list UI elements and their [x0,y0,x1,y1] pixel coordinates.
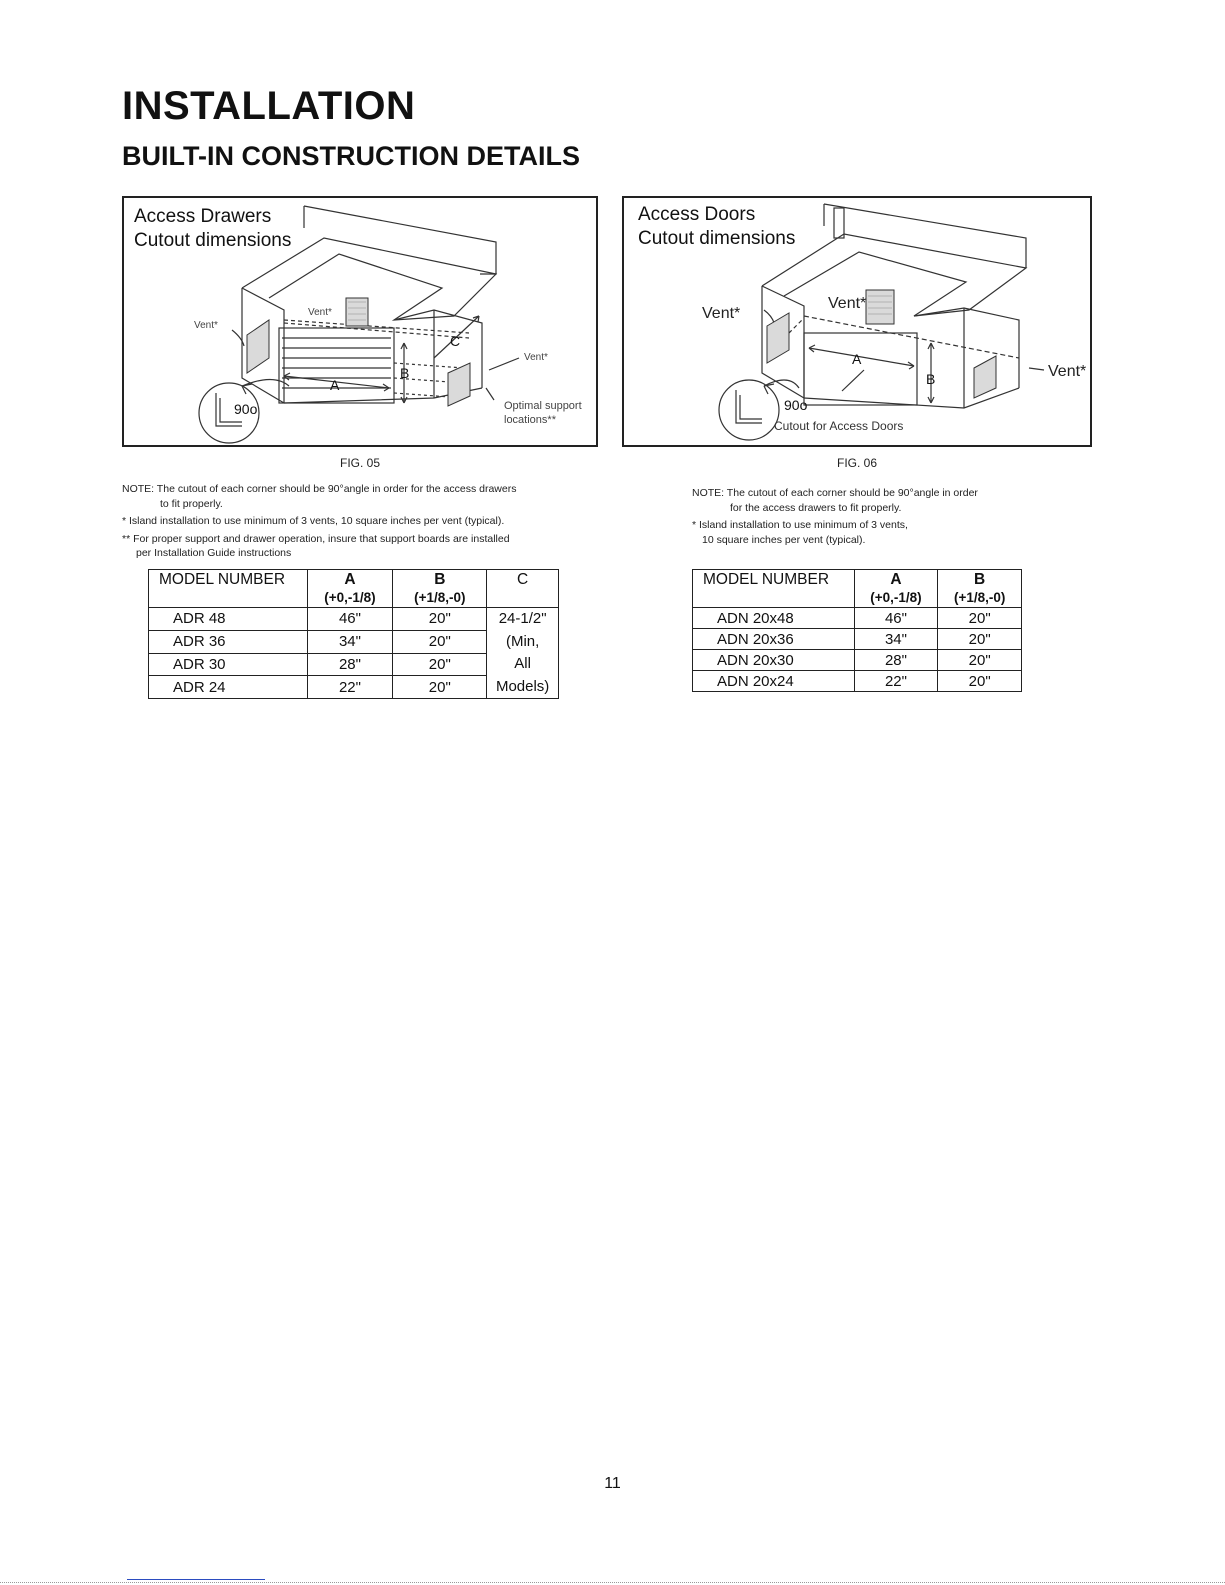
fig06-cutout-label: Cutout for Access Doors [774,419,904,433]
table-row [693,608,1022,629]
fig05-note3-line2: per Installation Guide instructions [136,547,292,559]
c-line1: 24-1/2" [498,610,547,627]
header-model-number: MODEL NUMBER [149,570,308,608]
footer-link-underline [127,1579,265,1580]
fig06-label-line1: Access Doors [638,204,756,225]
fig05-support-label-line2: locations** [504,414,556,426]
access-drawers-diagram [124,198,596,445]
page-subtitle: BUILT-IN CONSTRUCTION DETAILS [122,141,580,171]
fig05-notes [122,482,612,561]
fig06-note1-line1: NOTE: The cutout of each corner should be 90°angle in order [692,487,978,499]
b-cell: 20" [393,630,487,653]
fig05-dimension-b: B [400,365,410,381]
footer-divider [0,1582,1225,1584]
a-cell: 28" [854,650,938,671]
table-header-row [149,570,559,608]
fig05-label-line2: Cutout dimensions [134,230,292,251]
model-cell: ADN 20x48 [693,608,855,629]
a-cell: 34" [307,630,393,653]
fig06-vent-right-label: Vent* [1048,363,1087,380]
fig05-caption: FIG. 05 [339,456,380,470]
table-row [693,629,1022,650]
fig06-dimension-table [692,569,1022,692]
header-c: C [487,570,559,608]
fig05-label-line1: Access Drawers [134,206,272,227]
model-cell: ADR 30 [149,653,308,676]
model-cell: ADN 20x30 [693,650,855,671]
b-cell: 20" [393,676,487,699]
a-cell: 22" [307,676,393,699]
model-cell: ADN 20x36 [693,629,855,650]
fig05-note1-line2: to fit properly. [160,497,223,510]
page-number: 11 [604,1475,621,1492]
fig05-angle-label: 90o [234,401,258,417]
fig06-label-line2: Cutout dimensions [638,228,796,249]
access-doors-diagram [624,198,1090,445]
model-cell: ADR 48 [149,608,308,631]
fig05-note2: * Island installation to use minimum of 3 vents, 10 square inches per vent (typical). [122,515,505,527]
fig05-vent-left-label: Vent* [194,320,218,331]
fig06-note2-line1: * Island installation to use minimum of 3 vents, [692,519,908,531]
fig05-vent-top-label: Vent* [308,307,332,318]
header-b: B (+1/8,-0) [393,570,487,608]
fig06-angle-label: 90o [784,397,808,413]
fig05-vent-right-label: Vent* [524,352,548,363]
table-row [693,650,1022,671]
fig06-note1-line2: for the access drawers to fit properly. [730,501,902,514]
header-b: B (+1/8,-0) [938,570,1022,608]
model-cell: ADR 36 [149,630,308,653]
model-cell: ADR 24 [149,676,308,699]
b-cell: 20" [938,671,1022,692]
header-a: A (+0,-1/8) [854,570,938,608]
fig06-vent-left-label: Vent* [702,305,741,322]
fig05-dimension-a: A [330,377,340,393]
fig05-dimension-table [148,569,559,699]
b-cell: 20" [393,608,487,631]
fig05-note1-line1: NOTE: The cutout of each corner should be 90°angle in order for the access drawers [122,483,517,495]
fig05-note3-line1: ** For proper support and drawer operation, insure that support boards are installed [122,532,510,545]
fig06-caption: FIG. 06 [836,456,877,470]
a-cell: 34" [854,629,938,650]
table-header-row [693,570,1022,608]
fig06-notes [692,486,1092,547]
b-cell: 20" [393,653,487,676]
fig05-support-label-line1: Optimal support [504,400,582,412]
header-model-number: MODEL NUMBER [693,570,855,608]
a-cell: 22" [854,671,938,692]
page-title: INSTALLATION [122,84,416,128]
b-cell: 20" [938,650,1022,671]
a-cell: 46" [854,608,938,629]
fig06-illustration [622,196,1092,447]
fig06-dimension-a: A [852,351,862,367]
fig06-note2-line2: 10 square inches per vent (typical). [702,533,866,546]
model-cell: ADN 20x24 [693,671,855,692]
b-cell: 20" [938,629,1022,650]
table-row [149,608,559,631]
fig05-dimension-c: C [450,333,461,349]
a-cell: 28" [307,653,393,676]
header-a: A (+0,-1/8) [307,570,393,608]
c-line2: (Min, [505,632,540,650]
table-row [693,671,1022,692]
c-merged-cell [487,608,559,699]
c-line4: Models) [495,677,550,695]
fig05-illustration [122,196,598,447]
fig06-vent-top-label: Vent* [828,295,867,312]
fig06-dimension-b: B [926,371,936,387]
a-cell: 46" [307,608,393,631]
b-cell: 20" [938,608,1022,629]
c-line3: All [514,655,531,672]
